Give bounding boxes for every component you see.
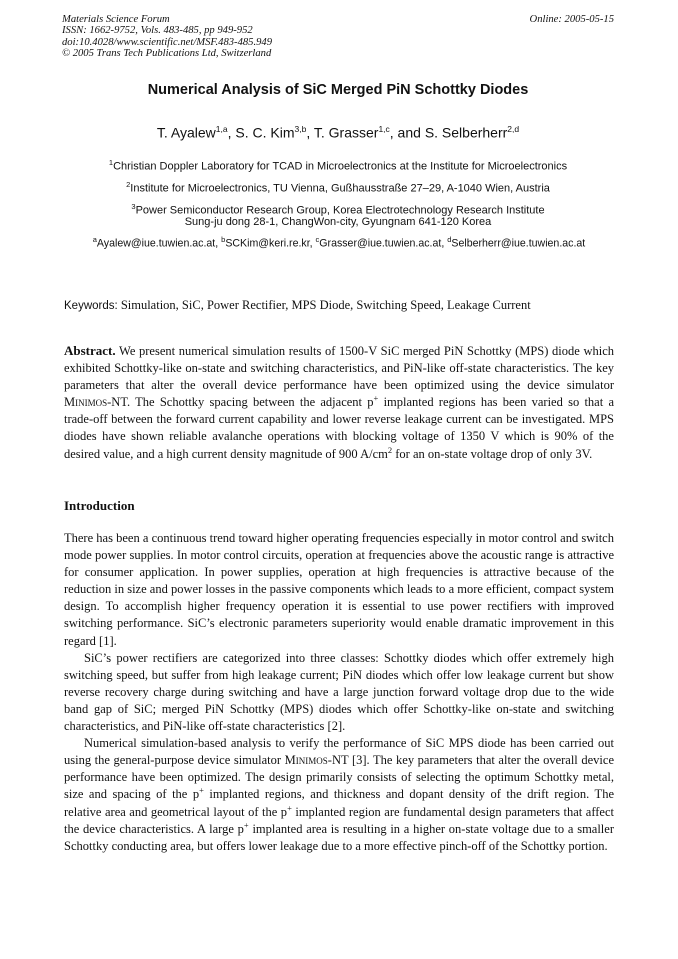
abstract [64,342,614,463]
paragraph-text: implanted area is resulting in a higher on-state voltage due to a smaller Schottky conducting area, but offers lower leakage due to a more effective pinch-off of the Schottky portion. [64,821,614,853]
paper-title: Numerical Analysis of SiC Merged PiN Schottky Diodes [147,82,529,98]
keywords-text: Simulation, SiC, Power Rectifier, MPS Diode, Switching Speed, Leakage Current [117,298,531,312]
author-name: T. Grasser [313,124,379,141]
keywords [64,298,624,313]
email-sup: c [315,235,320,244]
email-link[interactable]: Grasser@iue.tuwien.ac.at [319,237,442,250]
intro-paragraph-2: SiC’s power rectifiers are categorized into three classes: Schottky diodes which offer extremely high switching speed, but suffer from high leakage current; PiN diodes which offer low leakage current but show reverse recovery charge during switching and have a large junction forward voltage drop due to the wide band gap of SiC; merged PiN Schottky (MPS) diodes which offer Schottky-like on-state and switching characteristics, and PiN-like off-state characteristics [2]. [64,650,614,734]
paragraph-text: Numerical simulation-based analysis to verify the performance of SiC MPS diode has been carried out using the general-purpose device simulator [64,736,614,768]
simulator-name: Minimos [284,753,328,768]
author-separator: , [306,124,314,141]
superscript: + [373,393,379,404]
email-link[interactable]: Selberherr@iue.tuwien.ac.at [451,237,586,250]
author-name: S. C. Kim [235,124,295,141]
email-sup: d [447,235,452,244]
affiliation-text: Power Semiconductor Research Group, Korea Electrotechnology Research Institute [135,204,545,217]
abstract-text: implanted regions has been varied so that a trade-off between the forward current capability and lower reverse leakage current can be investigated. MPS diodes have shown reliable avalanche operations with blocking voltage of 1350 V which is 90% of the desired value, and a high current density magnitude of 900 A/cm [64,395,614,461]
abstract-text: We present numerical simulation results of 1500-V SiC merged PiN Schottky (MPS) diode which exhibited Schottky-like on-state and switching characteristics, and PiN-like off-state characteristics. The key parameters that alter the overall device performance have been optimized using the device simulator [64,344,614,393]
simulator-name: Minimos [64,395,108,410]
online-date: Online: 2005-05-15 [529,14,614,25]
abstract-paragraph [64,342,614,463]
superscript: + [199,785,204,796]
journal-header [62,14,614,60]
author-affil-sup: 2,d [507,124,520,134]
affiliation-sup: 2 [126,180,131,189]
author-name: T. Ayalew [156,124,216,141]
journal-name: Materials Science Forum [62,14,170,25]
section-heading: Introduction [64,498,135,513]
email-sup: b [221,235,226,244]
email-sup: a [92,235,97,244]
author-affil-sup: 3,b [294,124,307,134]
affiliation-sup: 1 [108,158,114,167]
paragraph-text: -NT [3]. The key parameters that alter the overall device performance have been optimized. The design primarily consists of selecting the optimum Schottky metal, size and spacing of the p [64,753,614,802]
affiliation-3-address [50,214,626,231]
email-link[interactable]: SCKim@keri.re.kr [225,237,310,250]
affiliation-text: Sung-ju dong 28-1, ChangWon-city, Gyungnam 641-120 Korea [184,216,492,228]
journal-issn: ISSN: 1662-9752, Vols. 483-485, pp 949-952 [62,25,253,37]
superscript: + [243,819,249,830]
keywords-label: Keywords: [64,300,118,312]
intro-paragraph-1: There has been a continuous trend toward higher operating frequencies especially in motor control and switch mode power supplies. In motor control circuits, operation at frequencies above the acoustic range is attractive for consumer application. In power supplies, operation at high frequencies is attractive because of the reduction in size and power losses in the passive components which leads to a more efficient, compact system design. To accomplish higher frequency operation it is essential to use power rectifiers with improved switching performance. SiC’s electronic parameters superiority would enable dramatic improvement in this regard [1]. [64,531,614,648]
affiliation-text: Christian Doppler Laboratory for TCAD in Microelectronics at the Institute for Microelectronics [113,160,568,173]
email-link[interactable]: Ayalew@iue.tuwien.ac.at [96,237,216,250]
abstract-text: for an on-state voltage drop of only 3V. [392,446,593,461]
paragraph-text: implanted regions, and thickness and dopant density of the drift region. The relative area and geometrical layout of the p [64,787,614,819]
email-list: $^a$Ayalew@iue.tuwien.ac.at, $^b$SCKim@keri.re.kr, $^c$Grasser@iue.tuwien.ac.at, $^d$Selberherr@iue.tuwien.ac.at [92,235,586,250]
author-affil-sup: 1,c [378,124,390,134]
abstract-text: -NT. The Schottky spacing between the adjacent p [107,395,374,410]
abstract-label: Abstract. [64,343,116,358]
author-affil-sup: 1,a [215,124,228,134]
author-name: S. Selberherr [424,124,508,141]
introduction-body [64,530,614,855]
journal-doi: doi:10.4028/www.scientific.net/MSF.483-485.949 [62,36,272,48]
intro-paragraph-3 [64,735,614,855]
journal-copyright: © 2005 Trans Tech Publications Ltd, Switzerland [62,48,272,60]
affiliation-sup: 3 [131,202,136,211]
superscript: 2 [387,444,393,455]
affiliation-text: Institute for Microelectronics, TU Vienna, Gußhausstraße 27–29, A-1040 Wien, Austria [130,182,550,195]
affiliation-1 [50,154,626,176]
author-separator: , and [389,124,425,141]
author-list [62,124,614,141]
paragraph-text: implanted region are fundamental design parameters that affect the device characteristics. A large p [64,804,614,836]
superscript: + [287,802,292,813]
affiliation-2 [50,176,626,198]
author-separator: , [227,124,236,141]
